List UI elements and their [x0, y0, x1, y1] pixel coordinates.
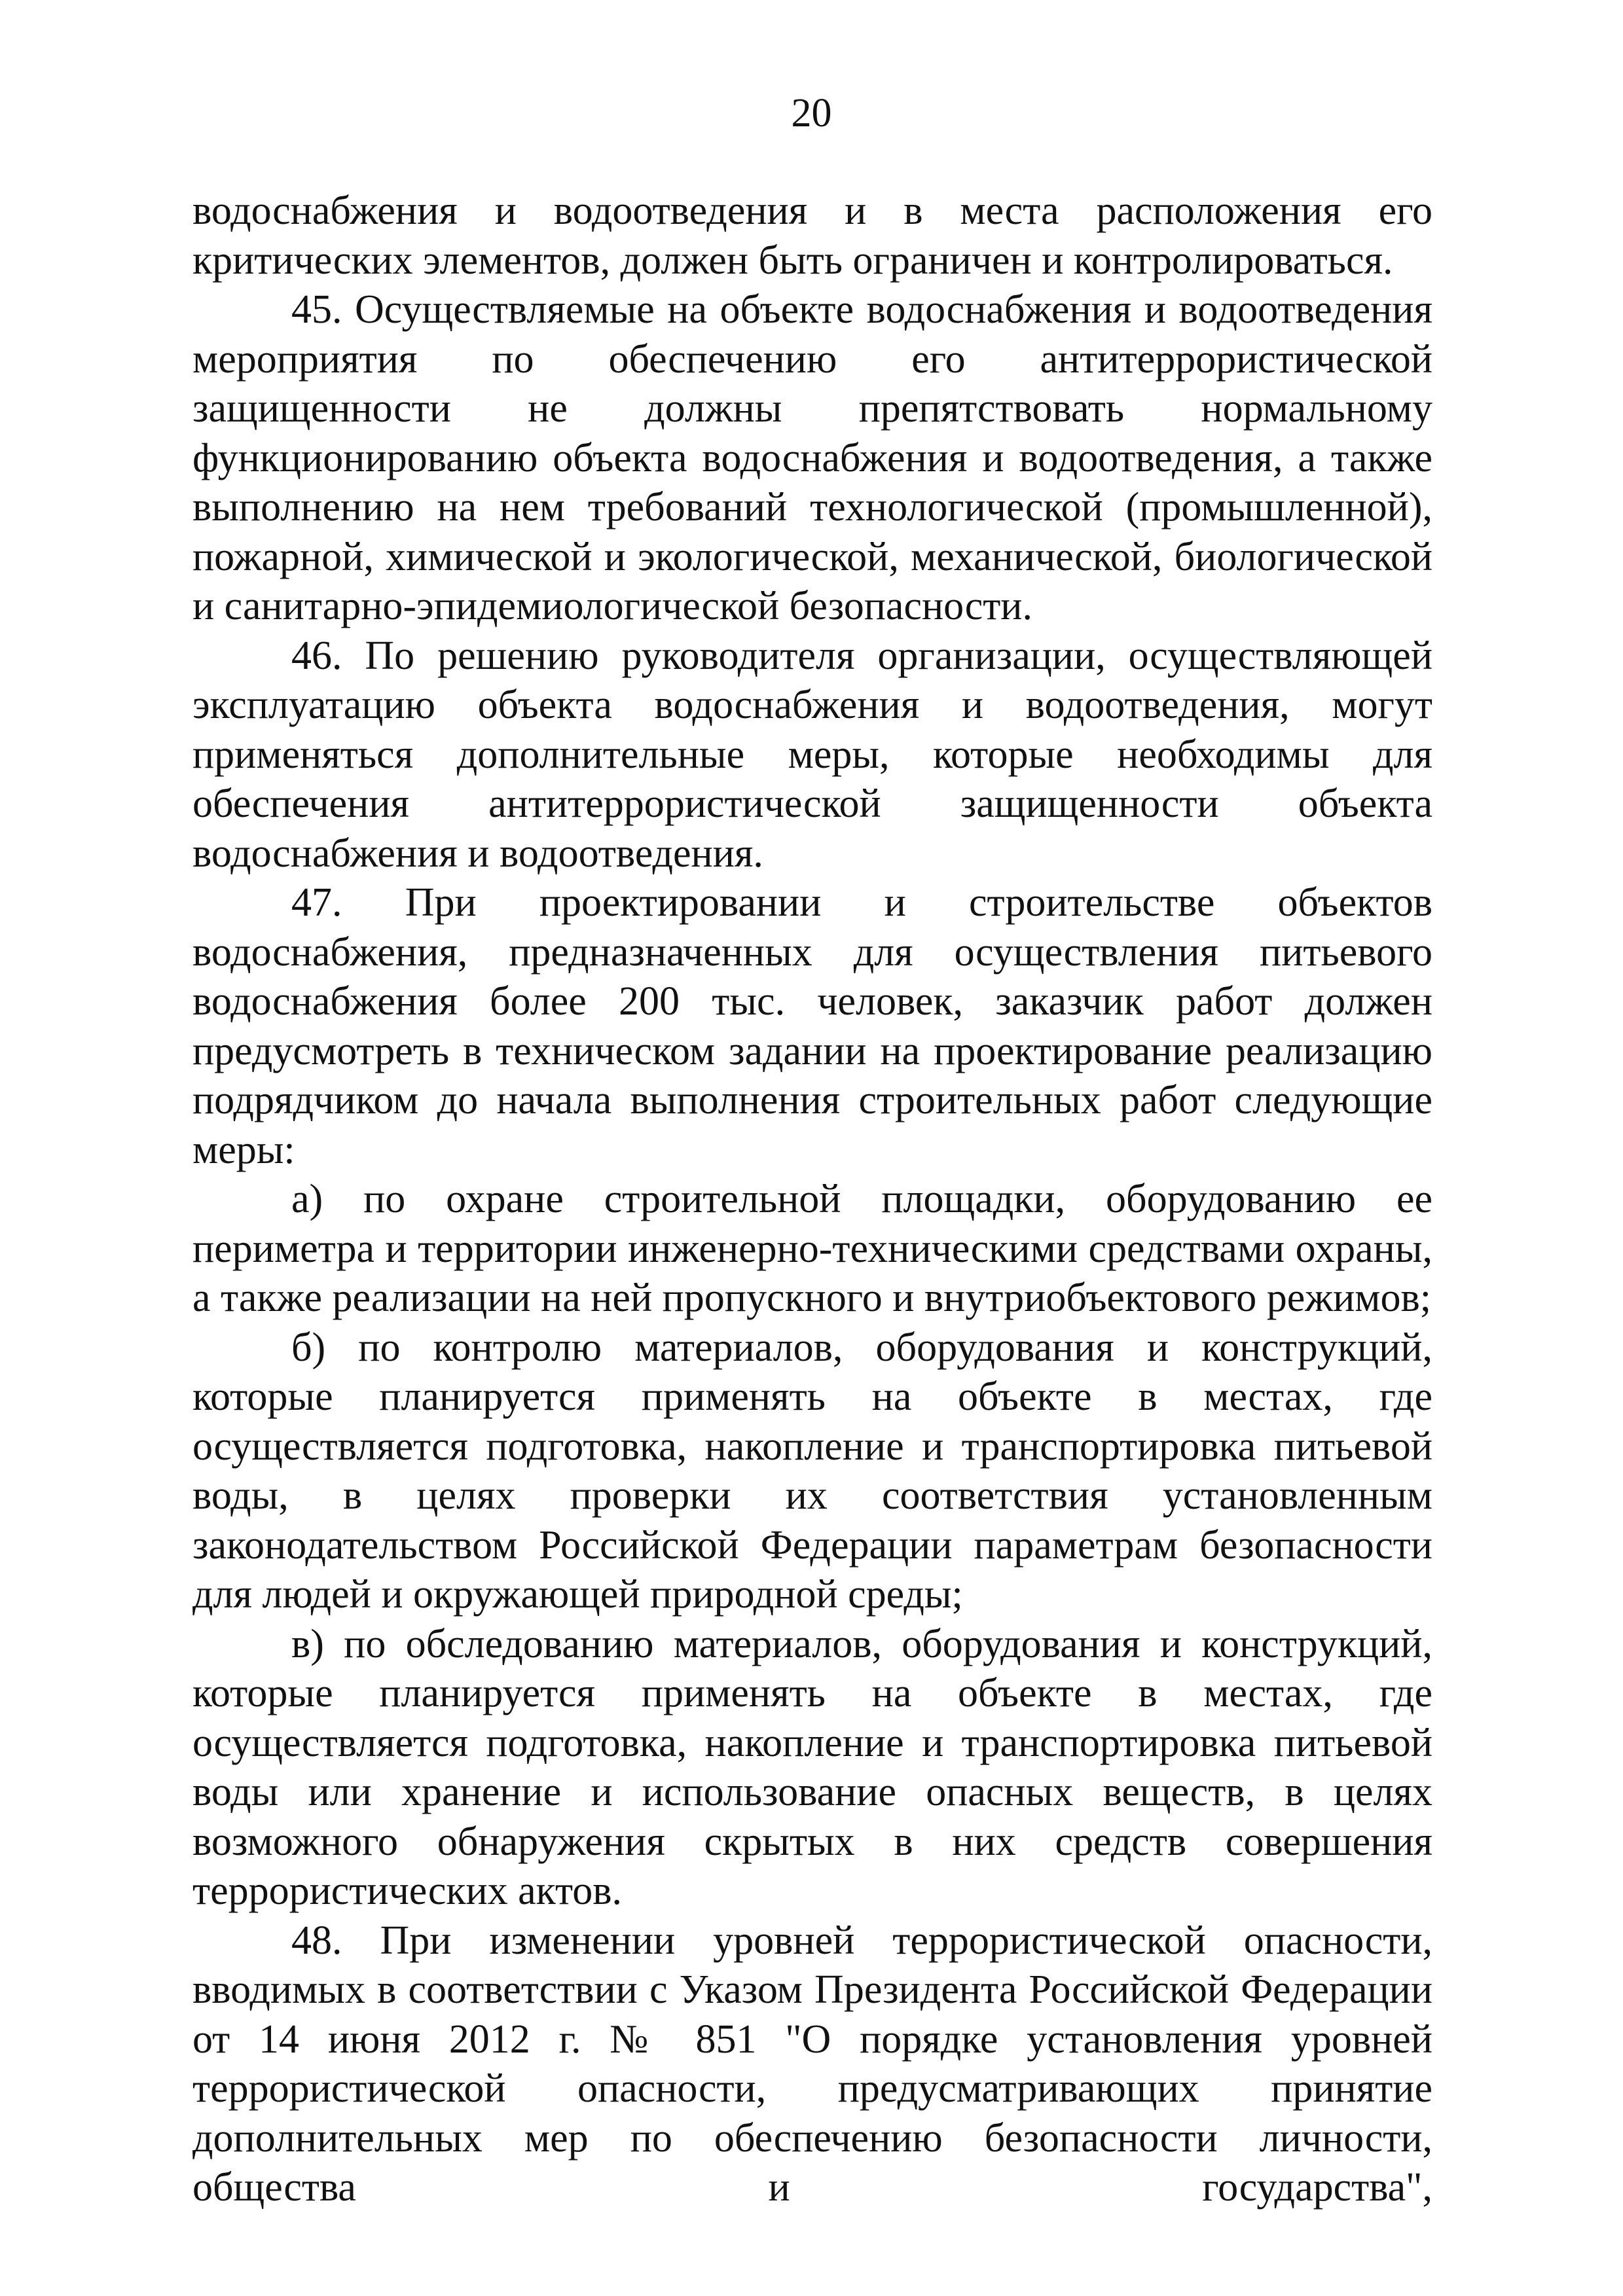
page-number: 20: [791, 91, 832, 135]
paragraph-item-45: 45. Осуществляемые на объекте водоснабжения и водоотведения мероприятия по обеспечению его антитеррористической защищенности не должны препятствовать нормальному функционированию объекта водоснабжения и водоотведения, а также выполнению на нем требований технологической (промышленной), пожарной, химической и экологической, механической, биологической и санитарно-эпидемиологической безопасности.: [192, 287, 1432, 628]
paragraph-item-47: 47. При проектировании и строительстве объектов водоснабжения, предназначенных для осуществления питьевого водоснабжения более 200 тыс. человек, заказчик работ должен предусмотреть в техническом задании на проектирование реализацию подрядчиком до начала выполнения строительных работ следующие меры:: [192, 880, 1432, 1172]
paragraph-continuation: водоснабжения и водоотведения и в места расположения его критических элементов, должен быть ограничен и контролироваться.: [192, 188, 1432, 283]
document-body: [192, 187, 1432, 2213]
subitem-b: б) по контролю материалов, оборудования и конструкций, которые планируется применять на объекте в местах, где осуществляется подготовка, накопление и транспортировка питьевой воды, в целях проверки их соответствия установленным законодательством Российской Федерации параметрам безопасности для людей и окружающей природной среды;: [192, 1325, 1432, 1617]
subitem-v: в) по обследованию материалов, оборудования и конструкций, которые планируется применять на объекте в местах, где осуществляется подготовка, накопление и транспортировка питьевой воды или хранение и использование опасных веществ, в целях возможного обнаружения скрытых в них средств совершения террористических актов.: [192, 1621, 1432, 1913]
paragraph-item-46: 46. По решению руководителя организации, осуществляющей эксплуатацию объекта водоснабжения и водоотведения, могут применяться дополнительные меры, которые необходимы для обеспечения антитеррористической защищенности объекта водоснабжения и водоотведения.: [192, 633, 1432, 876]
paragraph-item-48: 48. При изменении уровней террористической опасности, вводимых в соответствии с Указом Президента Российской Федерации от 14 июня 2012 г. № 851 "О порядке установления уровней террористической опасности, предусматривающих принятие дополнительных мер по обеспечению безопасности личности, общества и государства",: [192, 1918, 1432, 2210]
subitem-a: а) по охране строительной площадки, оборудованию ее периметра и территории инженерно-техническими средствами охраны, а также реализации на ней пропускного и внутриобъектового режимов;: [192, 1177, 1432, 1320]
